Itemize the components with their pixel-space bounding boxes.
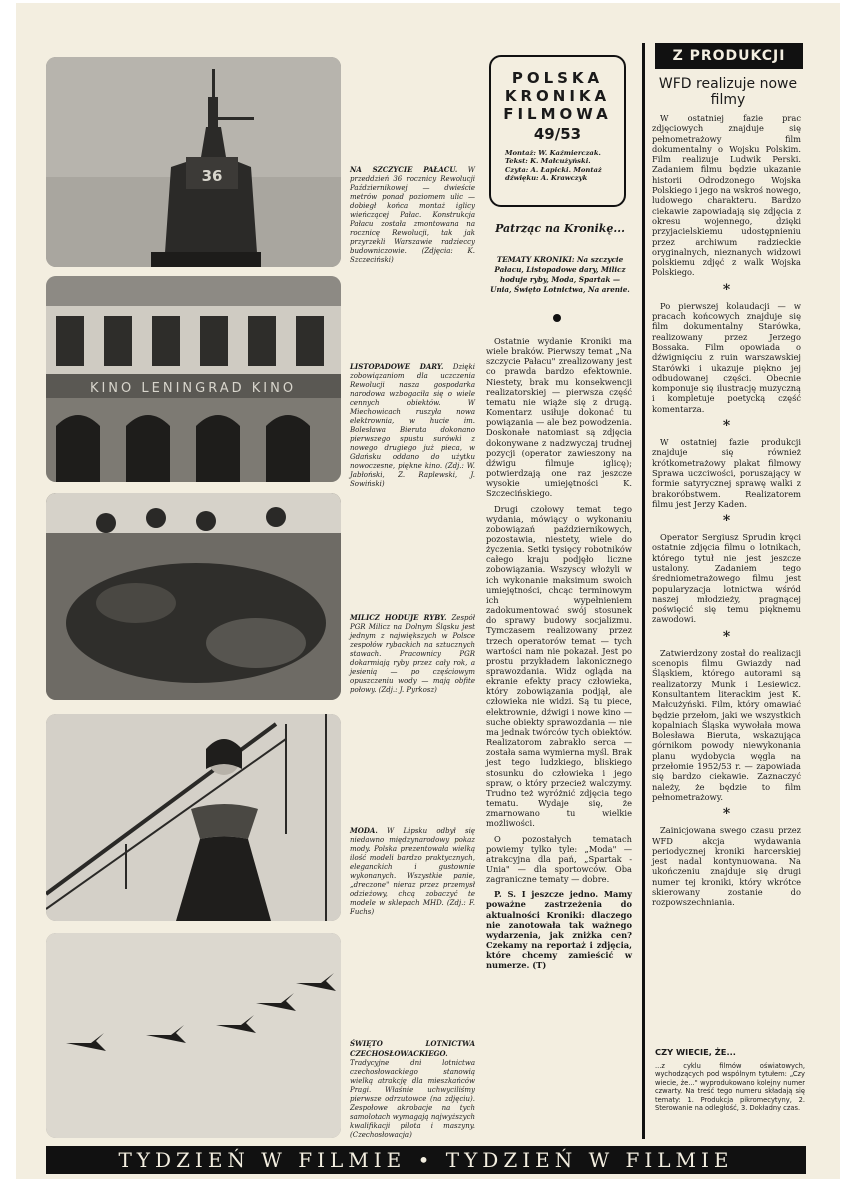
production-paragraph-4: Operator Sergiusz Sprudin kręci ostatnie zdjęcia filmu o lotnikach, którego tytuł nie jest jeszcze ustalony. Zadaniem tego średniometrażowego filmu jest popularyzacja lotnictwa wśród naszej młodzieży, pragnącej poświęcić się temu pięknemu zawodowi. [652, 532, 801, 625]
palace-sign-number: 36 [201, 167, 223, 185]
production-paragraph-2: Po pierwszej kolaudacji — w pracach końcowych znajduje się film dokumentalny Starówka, realizowany przez Jerzego Bossaka. Film opowiada o dźwignięciu z ruin warszawskiej Starówki i ukazuje piękno jej odbudowanej części. Obecnie komponuje się ilustrację muzyczną i kompletuje poetycką część komentarza. [652, 300, 801, 414]
kronika-title-line-1: POLSKA [511, 69, 604, 87]
caption-milicz [350, 613, 475, 695]
article-paragraph-3: O pozostałych tematach powiemy tylko tyle: „Moda" — atrakcyjna dla pań, „Spartak - Unia" — dla sportowców. Oba zagraniczne tematy — dobre. [486, 833, 632, 885]
kronika-number: 49/53 [533, 125, 582, 143]
caption-milicz-body: Zespół PGR Milicz na Dolnym Śląsku jest jednym z największych w Polsce zespołów rybackich na sztucznych stawach. Pracownicy PGR dokarmiają ryby przez cały rok, a jesienią — po częściowym opuszczeniu wody — mają obfite połowy. (Zdj.: J. Pyrkosz) [350, 614, 476, 694]
photo-fashion-model [46, 714, 341, 921]
photo-cinema-building [46, 276, 341, 482]
caption-dary-head: LISTOPADOWE DARY. [350, 362, 444, 371]
caption-lotnictwo-body: Tradycyjne dni lotnictwa czechosłowackiego stanowią wielką atrakcję dla mieszkańców Pragi. Właśnie uchwyciliśmy pierwsze odrzutowce (na zdjęciu). Zespołowe akrobacje na tych samolotach wymagają najwyższych kwalifikacji pilota i maszyny. (Czechosłowacja) [350, 1059, 475, 1139]
kronika-topics: TEMATY KRONIKI: Na szczycie Pałacu, Listopadowe dary, Milicz hoduje ryby, Moda, Spartak — Unia, Święto Lotnictwa, Na arenie. [490, 255, 630, 294]
production-paragraph-6: Zainicjowana swego czasu przez WFD akcja wydawania periodycznej kroniki harcerskiej jest nadal kontynuowana. Na ukończeniu znajduje się drugi numer tej kroniki, który wkrótce skierowany zostanie do rozpowszechniania. [652, 825, 801, 908]
caption-palace [350, 165, 475, 265]
production-paragraph-5: Zatwierdzony został do realizacji scenopis filmu Gwiazdy nad Śląskiem, którego autorami są realizatorzy Munk i Lesiewicz. Konsultantem literackim jest K. Małcużyński. Film, który omawiać będzie przełom, jaki we wszystkich kopalniach Śląska wywołała mowa Bolesława Bieruta, wskazująca górnikom powody niewykonania planu wydobycia węgla na przełomie 1952/53 r. — zapowiada się bardzo ciekawie. Zaznaczyć należy, że będzie to film pełnometrażowy. [652, 647, 801, 802]
column-divider [642, 43, 645, 1139]
separator-star: * [722, 418, 731, 435]
caption-dary-body: Dzięki zobowiązaniom dla uczczenia Rewolucji nasza gospodarka narodowa wzbogaciła się o wiele cennych obiektów. W Miechowicach ruszyła nowa elektrownia, w hucie im. Bolesława Bieruta dokonano pierwszego spustu surówki z nowego drugiego już pieca, w Gdańsku oddano do użytku nowoczesne, piękne kino. (Zdj.: W. Jabłoński, Z. Raplewski, J. Sowiński) [350, 363, 475, 488]
photo-palace-spire [46, 57, 341, 267]
production-column [652, 113, 801, 913]
article-paragraph-2: Drugi czołowy temat tego wydania, mówiący o wykonaniu zobowiązań październikowych, pozostawia, niestety, wiele do życzenia. Setki tysięcy robotników całego kraju podjęło liczne zobowiązania. Wszyscy włożyli w ich wykonanie maksimum swoich umiejętności, chcąc terminowym ich wypełnieniem zadokumentować swój stosunek do sprawy budowy socjalizmu. Tymczasem realizowany przez trzech operatorów temat — tych wartości nam nie pokazał. Jest po prostu przykładem lakonicznego sprawozdania. Widz ogląda na ekranie efekty pracy człowieka, który zobowiązania podjął, ale człowieka nie widzi. Są tu piece, elektrownie, dźwigi i nowe kino — suche obiekty sprawozdania — nie ma jednak twórców tych obiektów. Realizatorom zabrakło serca — została sama wymierna myśl. Brak jest tego ludzkiego, bliskiego stosunku do człowieka i jego spraw, o który przecież walczymy. Trudno też wyróżnić zdjęcia tego tematu. Wydaje się, że zmarnowano tu wielkie możliwości. [486, 503, 632, 829]
separator-star: * [722, 513, 731, 530]
production-paragraph-1: W ostatniej fazie prac zdjęciowych znajduje się pełnometrażowy film dokumentalny o Wojsku Polskim. Film realizuje Ludwik Perski. Zadaniem filmu będzie ukazanie historii Odrodzonego Wojska Polskiego i jego na wskroś nowego, ludowego charakteru. Bardzo ciekawie zapowiadają się zdjęcia z okresu wojennego, dzięki przyjacielskiemu udostępnieniu przez archiwum radzieckie oryginalnych, nieznanych widzowi polskiemu zdjęć z walk Wojska Polskiego. [652, 113, 801, 278]
did-you-know-text: ...z cyklu filmów oświatowych, wychodzących pod wspólnym tytułem: „Czy wiecie, że..." wyprodukowano kolejny numer czwarty. Na treść tego numeru składają się tematy: 1. Produkcja pikromecytyny, 2. Sterowanie na odległość, 3. Dokładny czas. [655, 1062, 805, 1113]
kronika-title-line-2: KRONIKA [504, 87, 611, 105]
article-paragraph-1: Ostatnie wydanie Kroniki ma wiele braków. Pierwszy temat „Na szczycie Pałacu" zrealizowany jest co prawda bardzo efektownie. Niestety, brak mu konsekwencji realizatorskiej — pierwsza część tematu nie wiąże się z drugą. Komentarz usiłuje dokonać tu powiązania — ale bez powodzenia. Doskonałe natomiast są zdjęcia dokonywane z nadzwyczaj trudnej pozycji (operator zawieszony na dźwigu filmuje iglicę); potwierdzają one raz jeszcze wysokie umiejętności K. Szczecińskiego. [486, 336, 632, 499]
footer-banner: TYDZIEŃ W FILMIE • TYDZIEŃ W FILMIE [46, 1146, 806, 1174]
separator-star: * [722, 628, 731, 645]
caption-milicz-head: MILICZ HODUJE RYBY. [350, 613, 447, 622]
caption-palace-body: W przeddzień 36 rocznicy Rewolucji Październikowej — dwieście metrów ponad poziomem ulic — dobiegł końca montaż iglicy wieńczącej Pałac. Konstrukcja Pałacu została zmontowana na rocznicę Rewolucji, tak jak przyrzekli Warszawie radzieccy budowniczowie. (Zdjęcia: K. Szczeciński) [350, 166, 475, 264]
kronika-credits: Montaż: W. Kaźmierczak. Tekst: K. Małcużyński. Czyta: A. Łapicki. Montaż dźwięku: A. Krawczyk [505, 149, 602, 183]
caption-lotnictwo [350, 1039, 475, 1140]
kronika-title-line-3: FILMOWA [503, 105, 612, 123]
article-paragraph-4: P. S. I jeszcze jedno. Mamy poważne zastrzeżenia do aktualności Kroniki: dlaczego nie zanotowała tak ważnego wydarzenia, jak zniżka cen? Czekamy na reportaż i zdjęcia, które chcemy zamieścić w numerze. (T) [486, 889, 632, 971]
caption-moda [350, 826, 475, 917]
caption-dary [350, 362, 475, 489]
kronika-subhead: Patrząc na Kronikę... [495, 222, 625, 235]
did-you-know-title: CZY WIECIE, ŻE... [655, 1047, 736, 1057]
section-bullet [553, 314, 561, 322]
production-header: Z PRODUKCJI [655, 43, 803, 69]
kronika-title-box [489, 55, 626, 207]
separator-star: * [722, 806, 731, 823]
caption-lotnictwo-head: ŚWIĘTO LOTNICTWA CZECHOSŁOWACKIEGO. [350, 1039, 475, 1058]
photo-fish-harvest [46, 493, 341, 700]
caption-moda-body: W Lipsku odbył się niedawno międzynarodowy pokaz mody. Polska prezentowała wielką ilość modeli bardzo praktycznych, eleganckich i gustownie wykonanych. Wszystkie panie, „dreczone" nieraz przez przemysł odzieżowy, chcą zobaczyć te modele w sklepach MHD. (Zdj.: F. Fuchs) [350, 827, 475, 916]
svg-text:KINO LENINGRAD KINO: KINO LENINGRAD KINO [89, 381, 297, 396]
photo-jet-formation [46, 933, 341, 1138]
production-title: WFD realizuje nowe filmy [658, 76, 798, 108]
caption-moda-head: MODA. [350, 826, 378, 835]
separator-star: * [722, 281, 731, 298]
article-column [486, 336, 632, 976]
production-paragraph-3: W ostatniej fazie produkcji znajduje się również krótkometrażowy plakat filmowy Sprawa uczciwości, poruszający w formie satyrycznej sprawę walki z brakoróbstwem. Realizatorem filmu jest Jerzy Kaden. [652, 437, 801, 509]
caption-palace-head: NA SZCZYCIE PAŁACU. [350, 165, 458, 174]
